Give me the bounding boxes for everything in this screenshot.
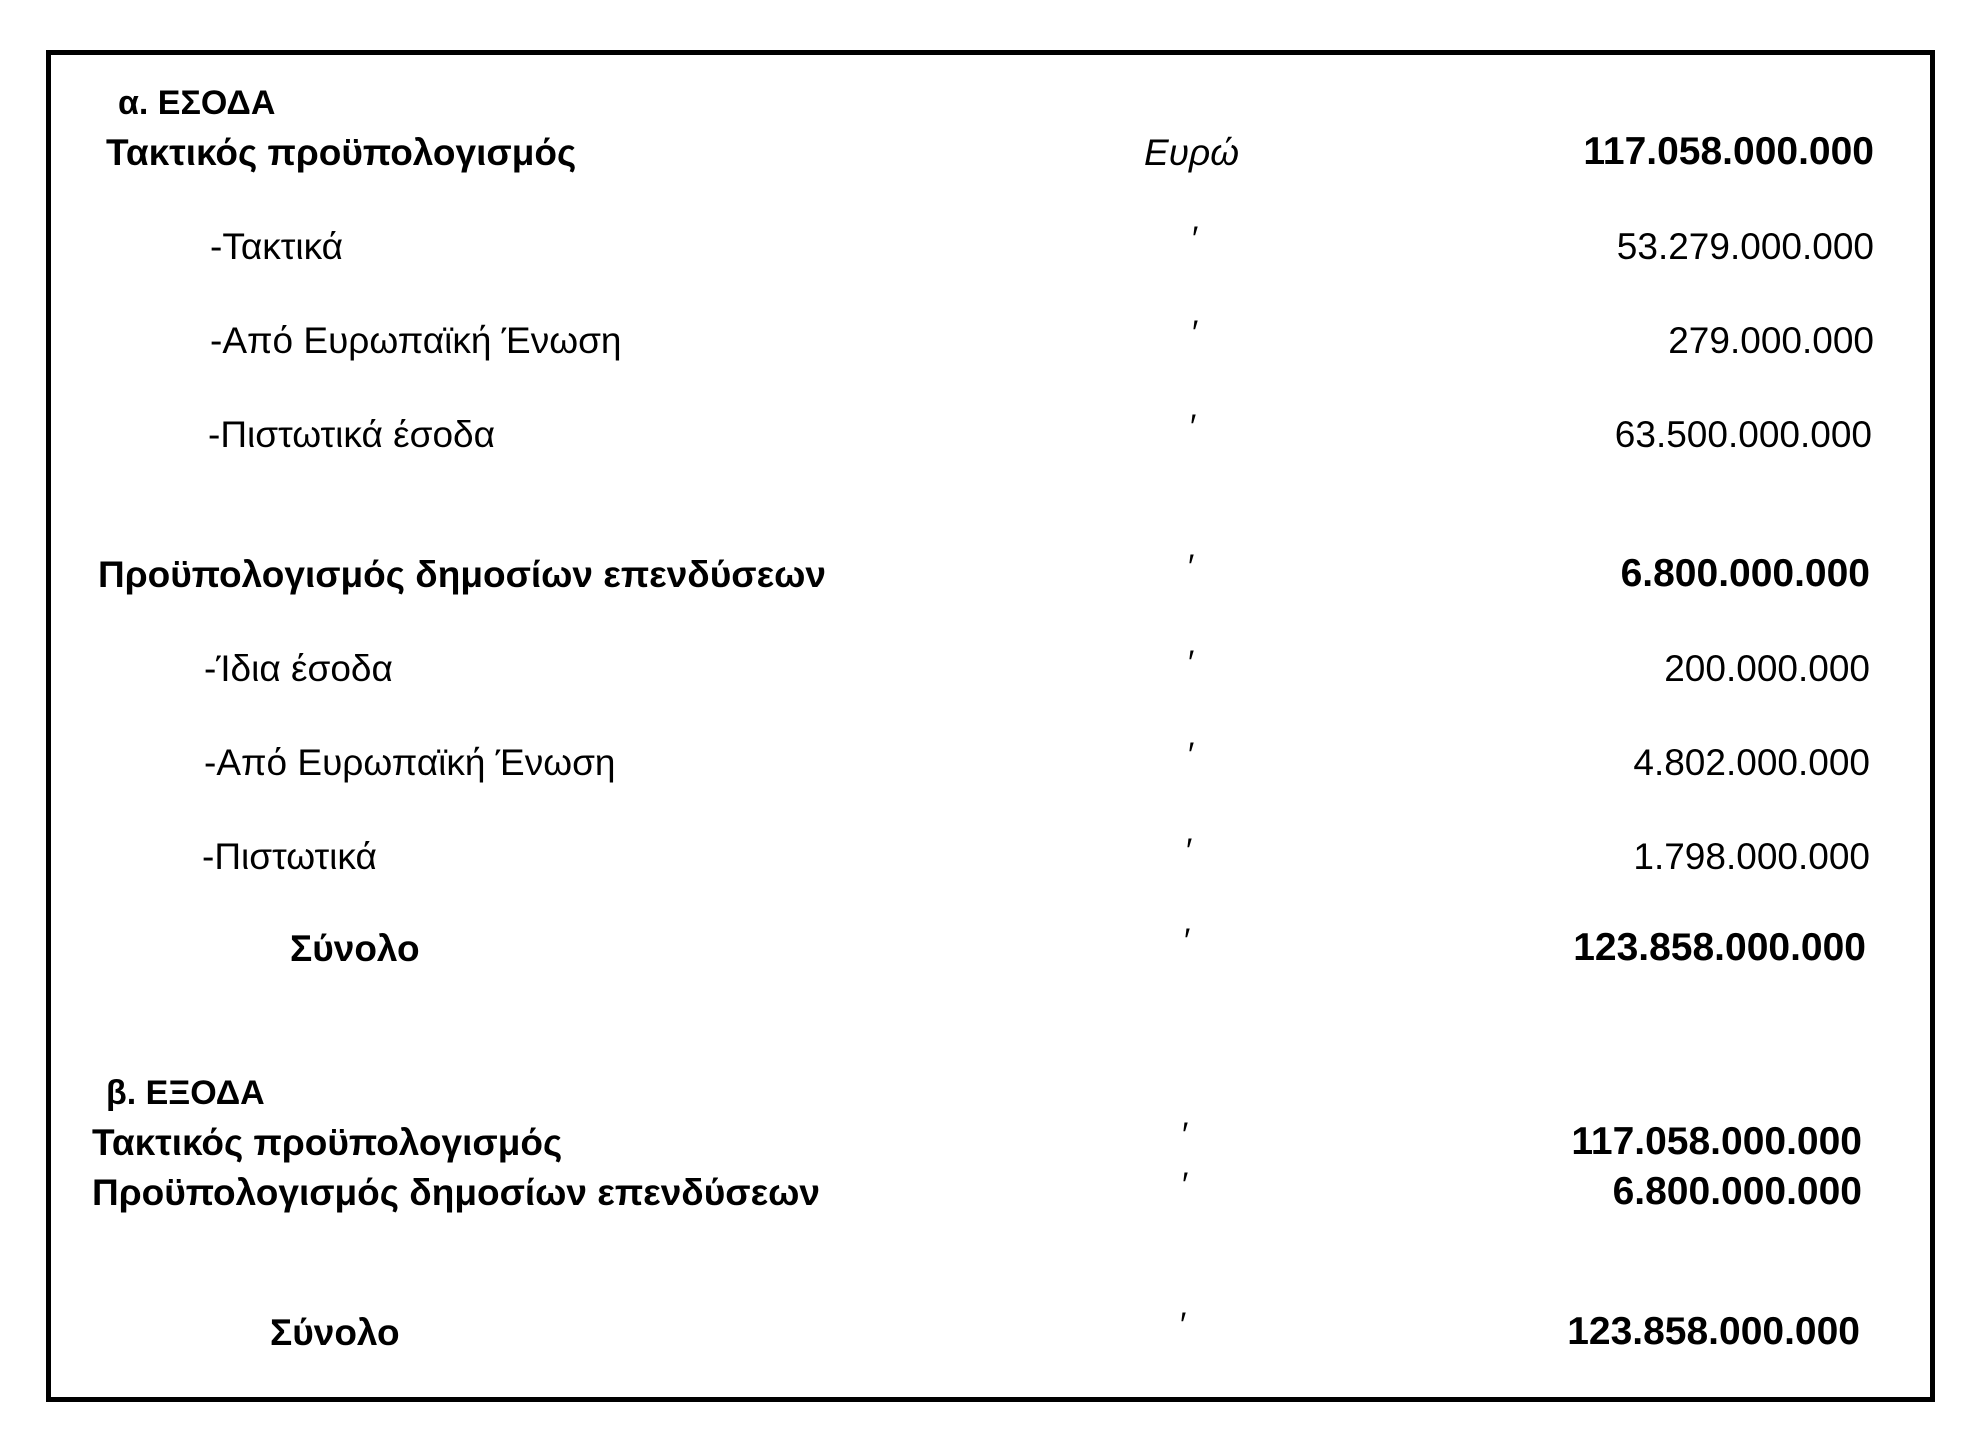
revenue-investment-item-amount: 200.000.000	[1664, 648, 1870, 689]
revenue-ordinary-item-amount: 279.000.000	[1668, 320, 1874, 361]
expenditure-total-unit: ′	[1180, 1306, 1187, 1344]
revenue-investment-item-amount: 1.798.000.000	[1633, 836, 1870, 877]
expenditure-ordinary-amount: 117.058.000.000	[1571, 1120, 1862, 1163]
revenue-ordinary-item-label: -Από Ευρωπαϊκή Ένωση	[210, 320, 622, 361]
revenue-investment-label: Προϋπολογισμός δημοσίων επενδύσεων	[98, 554, 826, 595]
revenue-investment-item-unit: ′	[1186, 832, 1193, 870]
revenue-investment-item-label: -Ίδια έσοδα	[204, 648, 393, 689]
revenue-investment-item-unit: ′	[1188, 644, 1195, 682]
revenue-investment-item-label: -Πιστωτικά	[202, 836, 377, 877]
revenue-total-label: Σύνολο	[290, 928, 420, 969]
revenue-heading: α. ΕΣΟΔΑ	[118, 84, 276, 122]
revenue-ordinary-item-label: -Πιστωτικά έσοδα	[208, 414, 496, 455]
revenue-investment-item-amount: 4.802.000.000	[1633, 742, 1870, 783]
revenue-ordinary-label: Τακτικός προϋπολογισμός	[106, 132, 577, 173]
revenue-ordinary-item-amount: 63.500.000.000	[1614, 414, 1872, 455]
currency-label: Ευρώ	[1144, 132, 1240, 173]
revenue-ordinary-item-unit: ′	[1190, 408, 1197, 446]
expenditure-heading: β. ΕΞΟΔΑ	[106, 1074, 265, 1112]
expenditure-ordinary-unit: ′	[1182, 1116, 1189, 1154]
expenditure-total-amount: 123.858.000.000	[1567, 1310, 1860, 1353]
revenue-investment-item-unit: ′	[1188, 736, 1195, 774]
expenditure-investment-amount: 6.800.000.000	[1612, 1170, 1862, 1213]
expenditure-investment-label: Προϋπολογισμός δημοσίων επενδύσεων	[92, 1172, 820, 1213]
revenue-ordinary-amount: 117.058.000.000	[1583, 130, 1874, 173]
expenditure-ordinary-label: Τακτικός προϋπολογισμός	[92, 1122, 563, 1163]
revenue-ordinary-item-unit: ′	[1192, 220, 1199, 258]
revenue-ordinary-item-unit: ′	[1192, 314, 1199, 352]
expenditure-total-label: Σύνολο	[270, 1312, 400, 1353]
revenue-total-amount: 123.858.000.000	[1573, 926, 1866, 969]
revenue-investment-amount: 6.800.000.000	[1620, 552, 1870, 595]
revenue-investment-item-label: -Από Ευρωπαϊκή Ένωση	[204, 742, 616, 783]
revenue-ordinary-item-label: -Τακτικά	[210, 226, 344, 267]
revenue-investment-unit: ′	[1188, 548, 1195, 586]
revenue-total-unit: ′	[1184, 922, 1191, 960]
expenditure-investment-unit: ′	[1182, 1166, 1189, 1204]
revenue-ordinary-item-amount: 53.279.000.000	[1616, 226, 1874, 267]
